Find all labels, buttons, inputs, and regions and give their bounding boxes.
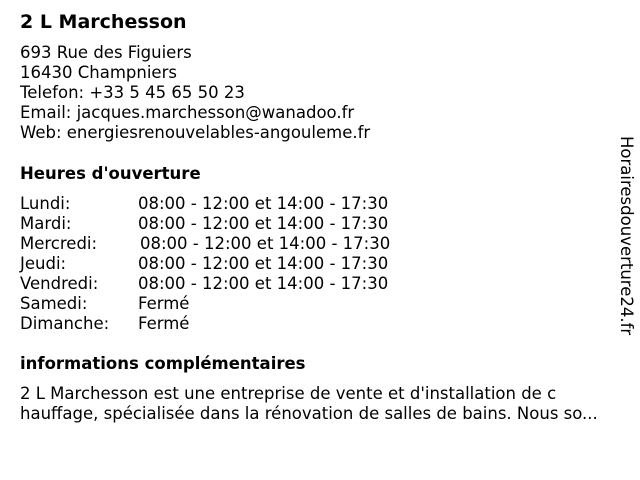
address-street: 693 Rue des Figuiers bbox=[20, 43, 192, 62]
description-line: hauffage, spécialisée dans la rénovation de salles de bains. Nous so... bbox=[20, 404, 598, 423]
day-label: Mercredi: bbox=[20, 234, 98, 253]
address-city: 16430 Champniers bbox=[20, 63, 177, 82]
hours-value: 08:00 - 12:00 et 14:00 - 17:30 bbox=[138, 254, 389, 273]
hours-value: 08:00 - 12:00 et 14:00 - 17:30 bbox=[138, 214, 389, 233]
hours-value: 08:00 - 12:00 et 14:00 - 17:30 bbox=[140, 234, 391, 253]
hours-value: 08:00 - 12:00 et 14:00 - 17:30 bbox=[138, 274, 389, 293]
day-label: Jeudi: bbox=[20, 254, 67, 273]
day-label: Lundi: bbox=[20, 194, 71, 213]
opening-hours-heading: Heures d'ouverture bbox=[20, 164, 201, 183]
business-name: 2 L Marchesson bbox=[20, 11, 187, 33]
contact-block bbox=[20, 43, 370, 143]
watermark-text: Horairesdouverture24.fr bbox=[617, 136, 636, 336]
web-line: Web: energiesrenouvelables-angouleme.fr bbox=[20, 123, 371, 142]
hours-value: Fermé bbox=[138, 314, 190, 333]
email-line: Email: jacques.marchesson@wanadoo.fr bbox=[20, 103, 355, 122]
additional-info-heading: informations complémentaires bbox=[20, 354, 306, 373]
description-line: 2 L Marchesson est une entreprise de vente et d'installation de c bbox=[20, 384, 557, 403]
day-label: Mardi: bbox=[20, 214, 72, 233]
phone-line: Telefon: +33 5 45 65 50 23 bbox=[20, 83, 245, 102]
hours-value: 08:00 - 12:00 et 14:00 - 17:30 bbox=[138, 194, 389, 213]
business-description bbox=[20, 384, 630, 424]
day-label: Samedi: bbox=[20, 294, 88, 313]
hours-value: Fermé bbox=[138, 294, 190, 313]
site-watermark bbox=[612, 136, 636, 342]
day-label: Dimanche: bbox=[20, 314, 110, 333]
day-label: Vendredi: bbox=[20, 274, 99, 293]
